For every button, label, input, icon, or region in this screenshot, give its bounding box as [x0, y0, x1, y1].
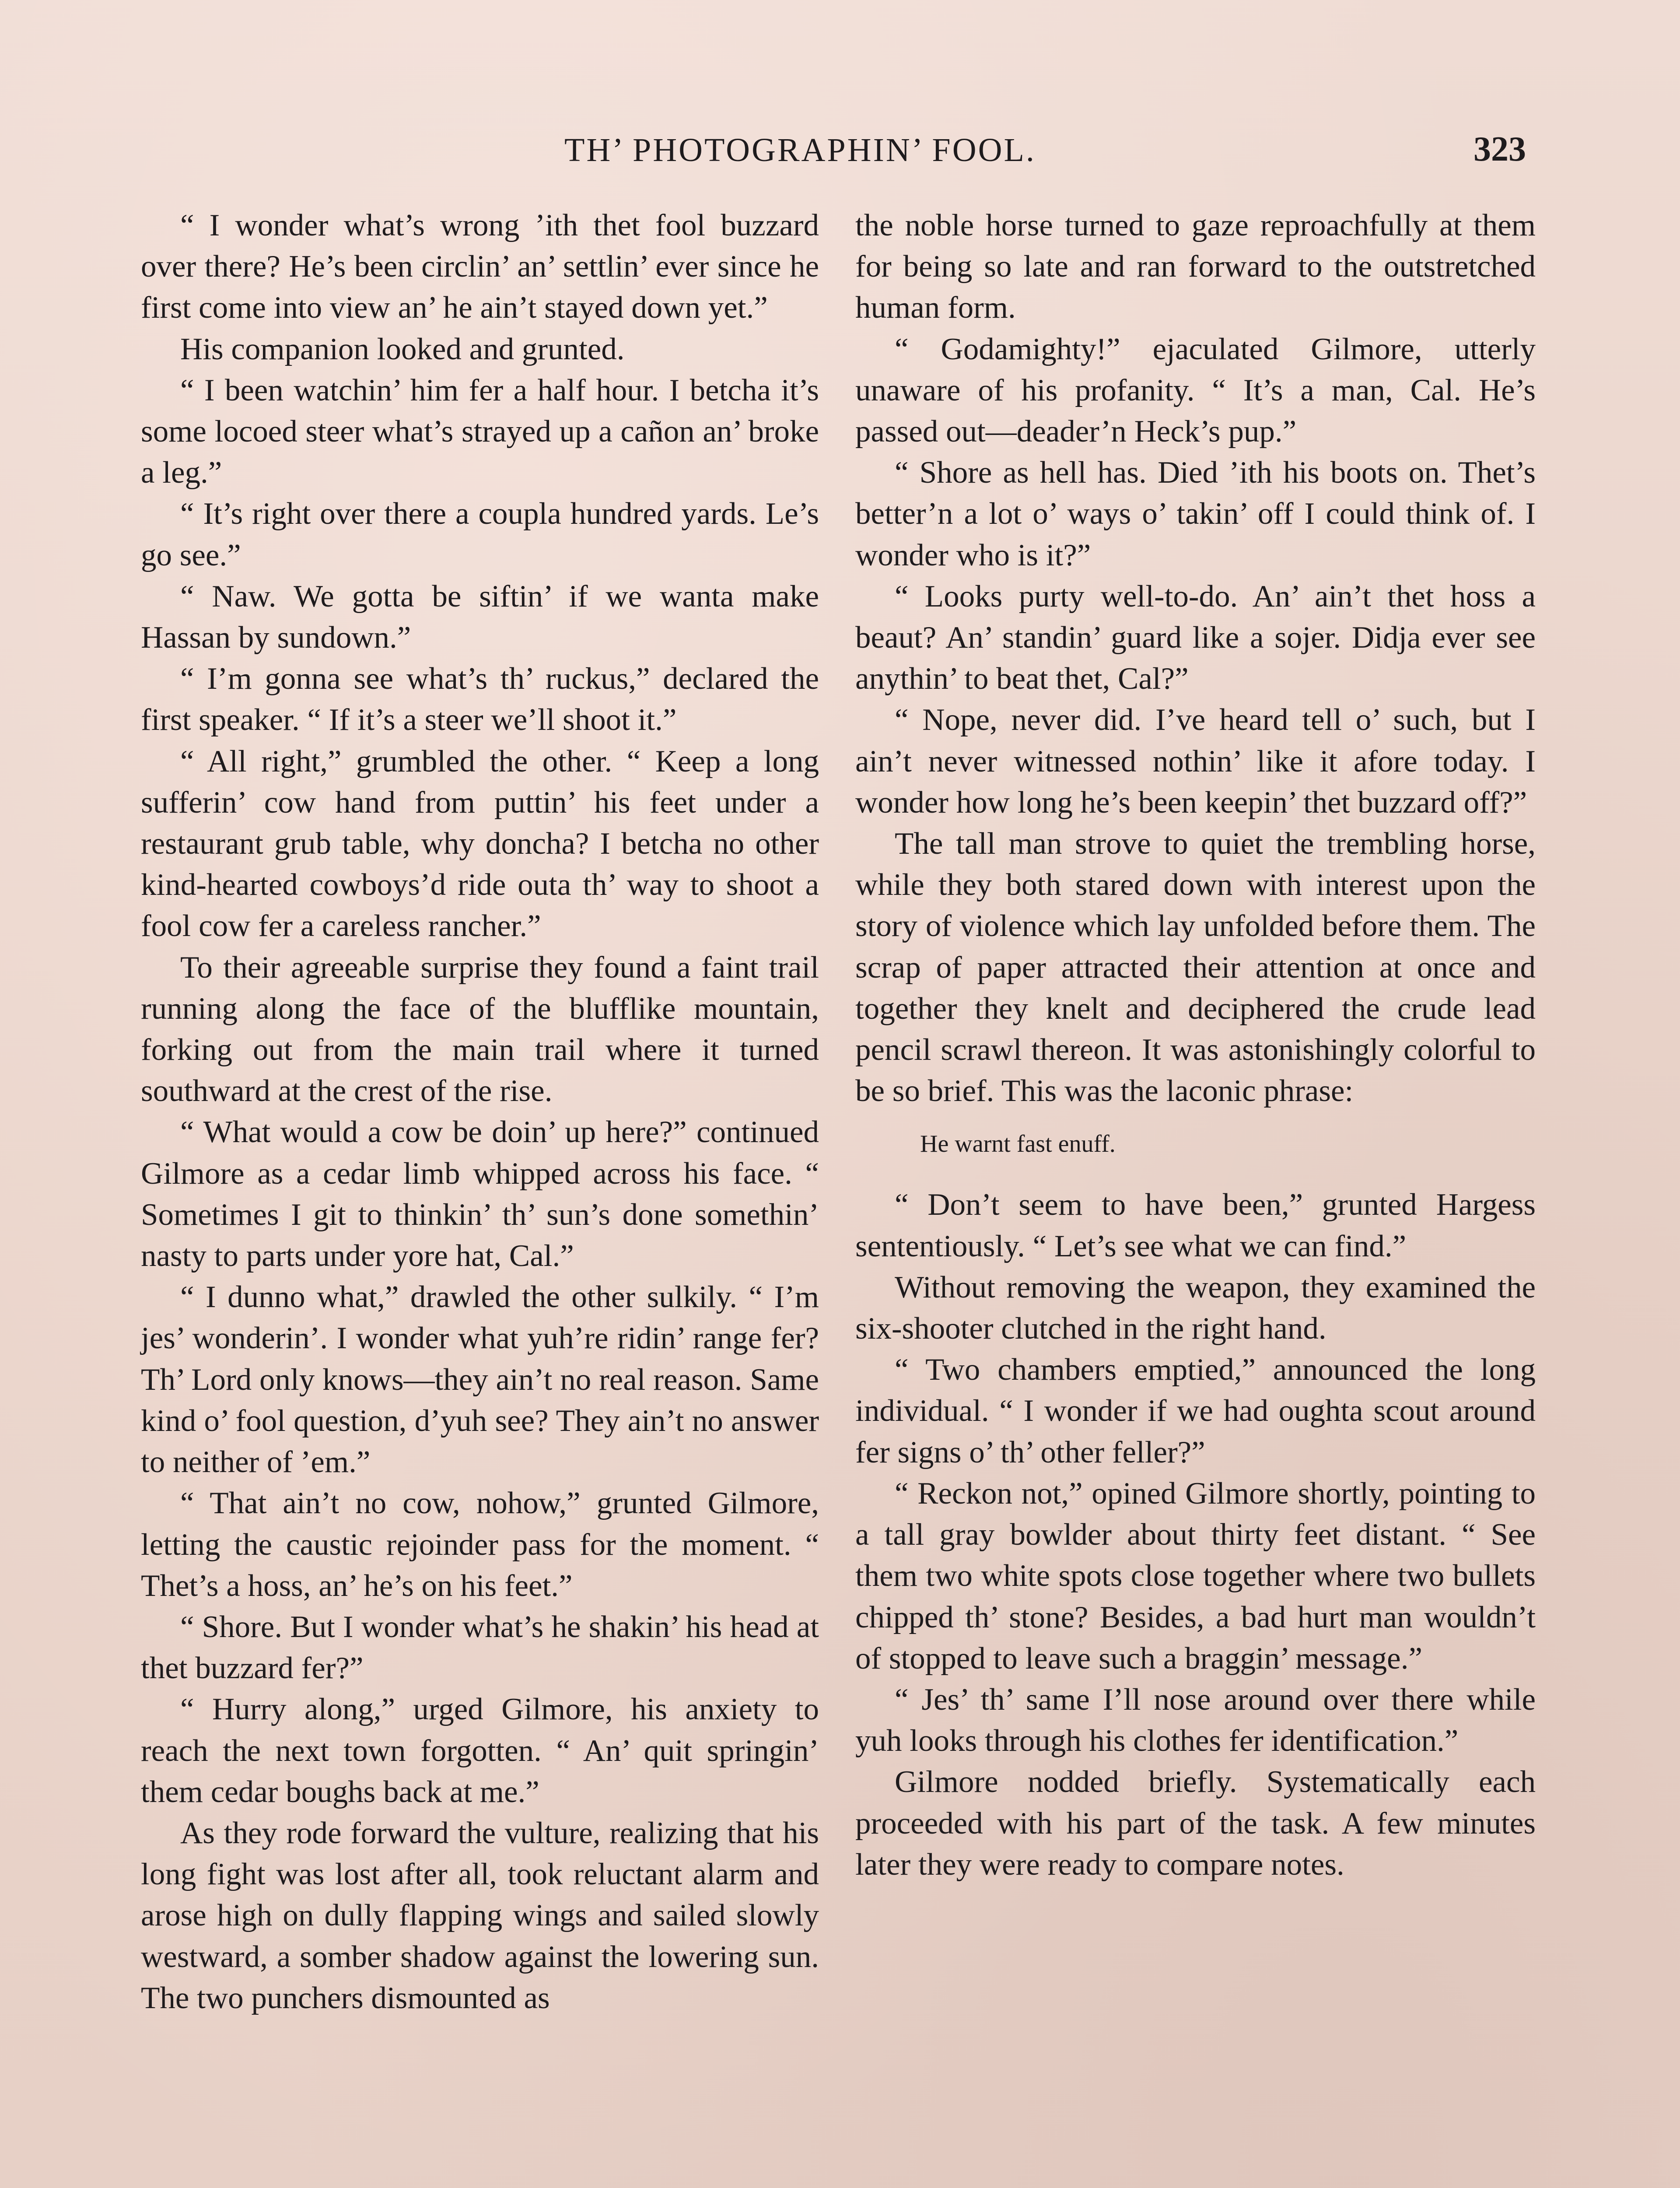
- paragraph-continued: the noble horse turned to gaze reproachfully at them for being so late and ran forward to the outstretched human form.: [855, 208, 1536, 325]
- page-number: 323: [1474, 130, 1526, 168]
- running-title: TH’ PHOTOGRAPHIN’ FOOL.: [564, 132, 1036, 168]
- paragraph: “ It’s right over there a coupla hundred yards. Le’s go see.”: [141, 497, 819, 572]
- paragraph: “ Naw. We gotta be siftin’ if we wanta make Hassan by sundown.”: [141, 579, 819, 655]
- paragraph: “ Godamighty!” ejaculated Gilmore, utterly unaware of his profanity. “ It’s a man, Cal. He’s passed out—deader’n Heck’s pup.”: [855, 332, 1536, 449]
- quoted-note: He warnt fast enuff.: [920, 1130, 1116, 1158]
- paragraph: “ Reckon not,” opined Gilmore shortly, pointing to a tall gray bowlder about thirty feet distant. “ See them two white spots close together where two bullets chipped th’ stone? Besides, a bad hurt man wouldn’t of stopped to leave such a braggin’ message.”: [855, 1476, 1536, 1676]
- paragraph: “ I wonder what’s wrong ’ith thet fool buzzard over there? He’s been circlin’ an’ settlin’ ever since he first come into view an’ he ain’t stayed down yet.”: [141, 208, 819, 325]
- paragraph: “ All right,” grumbled the other. “ Keep a long sufferin’ cow hand from puttin’ his feet under a restaurant grub table, why doncha? I betcha no other kind-hearted cowboys’d ride outa th’ way to shoot a fool cow fer a careless rancher.”: [141, 744, 819, 943]
- paragraph: “ Looks purty well-to-do. An’ ain’t thet hoss a beaut? An’ standin’ guard like a sojer. Didja ever see anythin’ to beat thet, Cal?”: [855, 579, 1536, 696]
- paragraph: Gilmore nodded briefly. Systematically each proceeded with his part of the task. A few minutes later they were ready to compare notes.: [855, 1765, 1536, 1882]
- paragraph: “ I’m gonna see what’s th’ ruckus,” declared the first speaker. “ If it’s a steer we’ll shoot it.”: [141, 662, 819, 737]
- paragraph: “ Two chambers emptied,” announced the long individual. “ I wonder if we had oughta scout around fer signs o’ th’ other feller?”: [855, 1353, 1536, 1469]
- paragraph: “ Nope, never did. I’ve heard tell o’ such, but I ain’t never witnessed nothin’ like it afore today. I wonder how long he’s been keepin’ thet buzzard off?”: [855, 703, 1536, 820]
- paragraph: Without removing the weapon, they examined the six-shooter clutched in the right hand.: [855, 1270, 1536, 1346]
- paragraph: His companion looked and grunted.: [180, 332, 625, 366]
- right-column: [855, 205, 1536, 1885]
- paragraph: “ I been watchin’ him fer a half hour. I betcha it’s some locoed steer what’s strayed up a cañon an’ broke a leg.”: [141, 373, 819, 490]
- paragraph: “ I dunno what,” drawled the other sulkily. “ I’m jes’ wonderin’. I wonder what yuh’re ridin’ range fer? Th’ Lord only knows—they ain’t no real reason. Same kind o’ fool question, d’yuh see? They ain’t no answer to neither of ’em.”: [141, 1280, 819, 1480]
- paragraph: “ That ain’t no cow, nohow,” grunted Gilmore, letting the caustic rejoinder pass for the moment. “ Thet’s a hoss, an’ he’s on his feet.”: [141, 1486, 819, 1603]
- running-header: [0, 131, 1680, 184]
- paragraph: The tall man strove to quiet the trembling horse, while they both stared down with interest upon the story of violence which lay unfolded before them. The scrap of paper attracted their attention at once and together they knelt and deciphered the crude lead pencil scrawl thereon. It was astonishingly colorful to be so brief. This was the laconic phrase:: [855, 827, 1536, 1108]
- paragraph: “ What would a cow be doin’ up here?” continued Gilmore as a cedar limb whipped across his face. “ Sometimes I git to thinkin’ th’ sun’s done somethin’ nasty to parts under yore hat, Cal.”: [141, 1115, 819, 1273]
- paragraph: “ Jes’ th’ same I’ll nose around over there while yuh looks through his clothes fer identification.”: [855, 1682, 1536, 1758]
- paragraph: “ Shore as hell has. Died ’ith his boots on. Thet’s better’n a lot o’ ways o’ takin’ off I could think of. I wonder who is it?”: [855, 456, 1536, 572]
- paragraph: “ Shore. But I wonder what’s he shakin’ his head at thet buzzard fer?”: [141, 1609, 819, 1686]
- left-column: [141, 205, 819, 2019]
- paragraph: “ Don’t seem to have been,” grunted Hargess sententiously. “ Let’s see what we can find.”: [855, 1188, 1536, 1263]
- paragraph: As they rode forward the vulture, realizing that his long fight was lost after all, took reluctant alarm and arose high on dully flapping wings and sailed slowly westward, a somber shadow against the lowering sun. The two punchers dismounted as: [141, 1816, 819, 2015]
- paragraph: To their agreeable surprise they found a faint trail running along the face of the blufflike mountain, forking out from the main trail where it turned southward at the crest of the rise.: [141, 950, 819, 1108]
- paragraph: “ Hurry along,” urged Gilmore, his anxiety to reach the next town forgotten. “ An’ quit springin’ them cedar boughs back at me.”: [141, 1692, 819, 1809]
